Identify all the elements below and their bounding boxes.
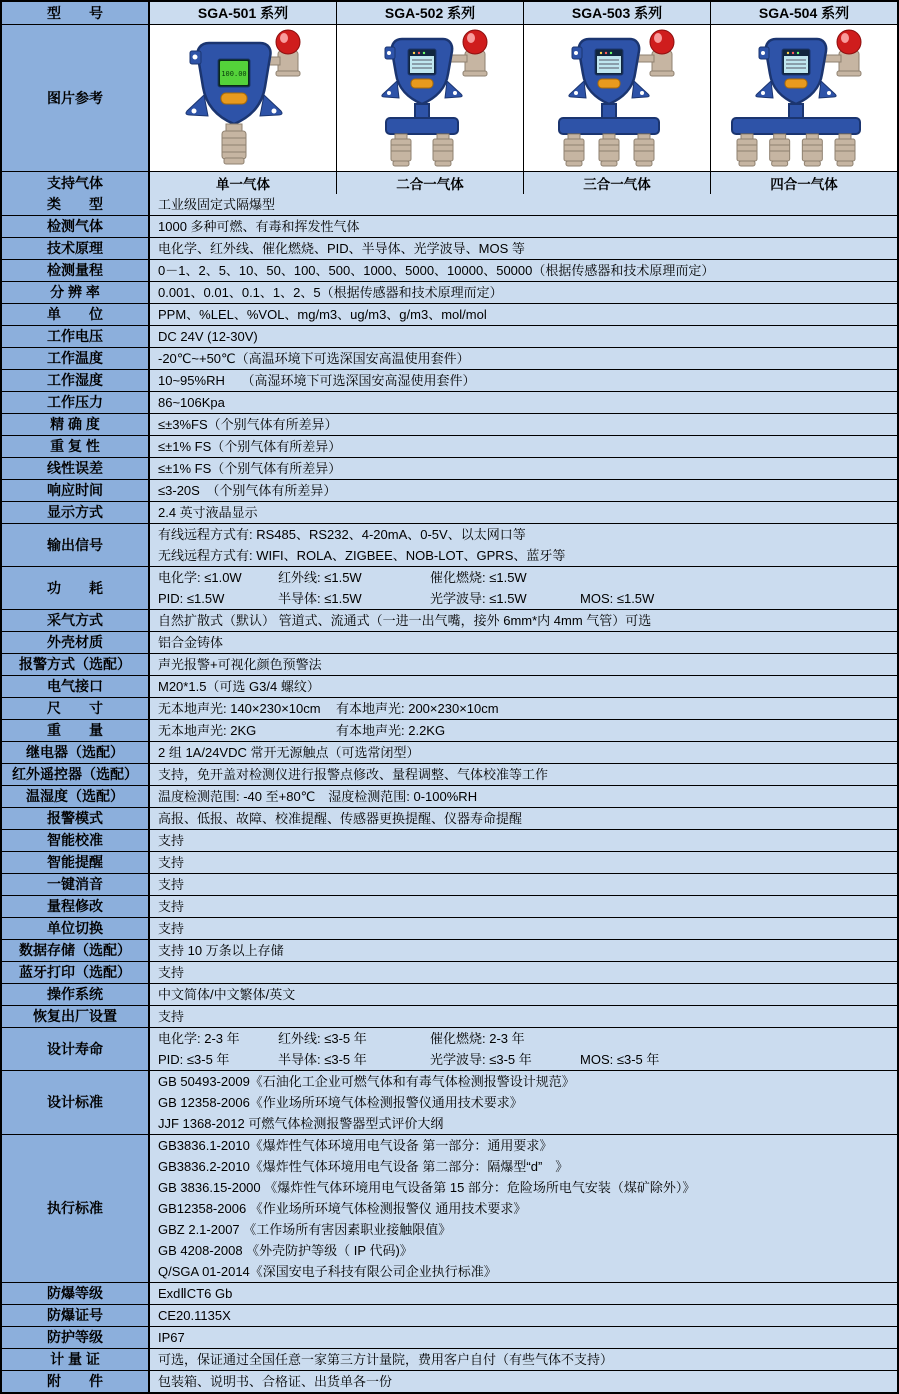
row-value-line: 支持 xyxy=(158,921,185,936)
row-value xyxy=(150,1071,897,1134)
row-value-line: 支持 xyxy=(158,899,185,914)
row-label: 尺 寸 xyxy=(2,698,150,719)
row-value-line: GB 3836.15-2000 《爆炸性气体环境用电气设备第 15 部分：危险场所电气安装（煤矿除外）》 xyxy=(158,1180,696,1195)
row-label: 工作温度 xyxy=(2,348,150,369)
row-value xyxy=(150,742,897,763)
row-label: 智能校准 xyxy=(2,830,150,851)
row-label: 红外遥控器（选配） xyxy=(2,764,150,785)
gas-type-sga503: 三合一气体 xyxy=(524,172,711,194)
row-value-line: 1000 多种可燃、有毒和挥发性气体 xyxy=(158,219,360,234)
spec-row xyxy=(2,566,897,609)
spec-row xyxy=(2,653,897,675)
row-label: 防爆证号 xyxy=(2,1305,150,1326)
row-label: 功 耗 xyxy=(2,567,150,609)
row-value xyxy=(150,874,897,895)
row-value xyxy=(150,830,897,851)
detector-image-sga504 xyxy=(711,25,897,171)
row-value-line: JJF 1368-2012 可燃气体检测报警器型式评价大纲 xyxy=(158,1116,444,1131)
row-value xyxy=(150,1305,897,1326)
row-label: 输出信号 xyxy=(2,524,150,566)
image-reference-row xyxy=(2,24,897,171)
row-value-line: 工业级固定式隔爆型 xyxy=(158,197,276,212)
row-value xyxy=(150,348,897,369)
row-label: 响应时间 xyxy=(2,480,150,501)
row-value-line: ≤±1% FS（个别气体有所差异） xyxy=(158,461,342,476)
gas-detector-illustration xyxy=(339,27,521,169)
spec-row xyxy=(2,391,897,413)
row-value-line: IP67 xyxy=(158,1330,185,1345)
row-value xyxy=(150,896,897,917)
row-label: 计 量 证 xyxy=(2,1349,150,1370)
row-label: 量程修改 xyxy=(2,896,150,917)
row-value xyxy=(150,260,897,281)
spec-row xyxy=(2,1027,897,1070)
row-value-line: 支持，免开盖对检测仪进行报警点修改、量程调整、气体校准等工作 xyxy=(158,767,549,782)
spec-row xyxy=(2,1326,897,1348)
spec-row xyxy=(2,303,897,325)
row-label: 采气方式 xyxy=(2,610,150,631)
row-label: 执行标准 xyxy=(2,1135,150,1282)
spec-rows xyxy=(2,194,897,1392)
row-value-line: GB 50493-2009《石油化工企业可燃气体和有毒气体检测报警设计规范》 xyxy=(158,1074,575,1089)
row-label: 电气接口 xyxy=(2,676,150,697)
row-value xyxy=(150,1349,897,1370)
row-label: 继电器（选配） xyxy=(2,742,150,763)
gas-detector-illustration xyxy=(526,27,708,169)
model-name-sga501: SGA-501 系列 xyxy=(150,2,337,24)
row-value xyxy=(150,676,897,697)
row-label: 一键消音 xyxy=(2,874,150,895)
row-label: 线性误差 xyxy=(2,458,150,479)
row-label: 数据存储（选配） xyxy=(2,940,150,961)
spec-row xyxy=(2,194,897,215)
row-value-line: ExdⅡCT6 Gb xyxy=(158,1286,233,1301)
row-value-text: 电化学: ≤1.0W xyxy=(158,570,242,585)
model-header-label: 型 号 xyxy=(2,2,150,24)
spec-row xyxy=(2,1370,897,1392)
row-label: 防护等级 xyxy=(2,1327,150,1348)
spec-row xyxy=(2,851,897,873)
row-value-text: PID: ≤1.5W xyxy=(158,591,225,606)
spec-row xyxy=(2,961,897,983)
row-value-line: GB3836.2-2010《爆炸性气体环境用电气设备 第二部分：隔爆型“d” 》 xyxy=(158,1159,569,1174)
row-label: 操作系统 xyxy=(2,984,150,1005)
row-value-line: 0.001、0.01、0.1、1、2、5（根据传感器和技术原理而定） xyxy=(158,285,503,300)
row-value-line: 自然扩散式（默认） 管道式、流通式（一进一出气嘴，接外 6mm*内 4mm 气管）可选 xyxy=(158,613,652,628)
row-label: 单位切换 xyxy=(2,918,150,939)
row-value xyxy=(150,370,897,391)
row-value-line: 铝合金铸体 xyxy=(158,635,224,650)
row-label: 类 型 xyxy=(2,194,150,215)
row-value-text: 无本地声光: 140×230×10cm xyxy=(158,701,321,716)
row-value-text: 有本地声光: 200×230×10cm xyxy=(336,701,499,716)
row-value xyxy=(150,282,897,303)
gas-detector-illustration xyxy=(713,27,895,169)
gas-detector-illustration xyxy=(152,27,334,169)
row-value xyxy=(150,1135,897,1282)
row-value-line: 支持 xyxy=(158,1009,185,1024)
row-value xyxy=(150,1283,897,1304)
row-value-line: 中文简体/中文繁体/英文 xyxy=(158,987,296,1002)
row-value-line: PPM、%LEL、%VOL、mg/m3、ug/m3、g/m3、mol/mol xyxy=(158,307,487,322)
spec-row xyxy=(2,763,897,785)
row-label: 精 确 度 xyxy=(2,414,150,435)
row-label: 智能提醒 xyxy=(2,852,150,873)
row-value-line: GB 12358-2006《作业场所环境气体检测报警仪通用技术要求》 xyxy=(158,1095,523,1110)
row-value xyxy=(150,216,897,237)
row-value xyxy=(150,567,897,609)
row-value-line: GB3836.1-2010《爆炸性气体环境用电气设备 第一部分：通用要求》 xyxy=(158,1138,553,1153)
row-value xyxy=(150,786,897,807)
row-label: 分 辨 率 xyxy=(2,282,150,303)
detector-image-sga501 xyxy=(150,25,337,171)
alarm-beacon-icon xyxy=(463,30,487,76)
spec-row xyxy=(2,829,897,851)
row-label: 报警方式（选配） xyxy=(2,654,150,675)
row-value-line: ≤±1% FS（个别气体有所差异） xyxy=(158,439,342,454)
spec-row xyxy=(2,1282,897,1304)
row-value xyxy=(150,1371,897,1392)
spec-row xyxy=(2,413,897,435)
row-label: 报警模式 xyxy=(2,808,150,829)
row-label: 技术原理 xyxy=(2,238,150,259)
spec-row xyxy=(2,873,897,895)
spec-row xyxy=(2,719,897,741)
spec-row xyxy=(2,939,897,961)
row-value-line: 高报、低报、故障、校准提醒、传感器更换提醒、仪器寿命提醒 xyxy=(158,811,523,826)
spec-row xyxy=(2,237,897,259)
spec-row xyxy=(2,983,897,1005)
row-value xyxy=(150,1006,897,1027)
spec-row xyxy=(2,325,897,347)
row-label: 检测量程 xyxy=(2,260,150,281)
row-value-text: 光学波导: ≤1.5W xyxy=(430,591,527,606)
row-label: 防爆等级 xyxy=(2,1283,150,1304)
row-value xyxy=(150,524,897,566)
row-value xyxy=(150,458,897,479)
spec-row xyxy=(2,785,897,807)
alarm-beacon-icon xyxy=(276,30,300,76)
row-value xyxy=(150,1327,897,1348)
row-value-line: GBZ 2.1-2007 《工作场所有害因素职业接触限值》 xyxy=(158,1222,452,1237)
row-value-line: 温度检测范围: -40 至+80℃ 湿度检测范围: 0-100%RH xyxy=(158,789,478,804)
spec-row xyxy=(2,215,897,237)
row-value xyxy=(150,392,897,413)
spec-row xyxy=(2,1134,897,1282)
spec-row xyxy=(2,457,897,479)
row-label: 设计标准 xyxy=(2,1071,150,1134)
spec-row xyxy=(2,697,897,719)
row-value-line: 支持 xyxy=(158,833,185,848)
row-label: 蓝牙打印（选配） xyxy=(2,962,150,983)
row-value-text: 半导体: ≤3-5 年 xyxy=(278,1052,367,1067)
model-name-sga504: SGA-504 系列 xyxy=(711,2,897,24)
alarm-beacon-icon xyxy=(650,30,674,76)
row-label: 重 复 性 xyxy=(2,436,150,457)
model-header-row xyxy=(2,2,897,24)
row-label: 显示方式 xyxy=(2,502,150,523)
row-value-line xyxy=(150,1028,897,1049)
row-value-text: 催化燃烧: 2-3 年 xyxy=(430,1031,525,1046)
gas-type-sga504: 四合一气体 xyxy=(711,172,897,194)
row-value-line: 10~95%RH （高湿环境下可选深国安高湿使用套件） xyxy=(158,373,476,388)
row-value-text xyxy=(580,567,889,588)
row-value xyxy=(150,194,897,215)
row-value-text: 光学波导: ≤3-5 年 xyxy=(430,1052,532,1067)
spec-row xyxy=(2,501,897,523)
spec-row xyxy=(2,281,897,303)
row-value-line: 支持 xyxy=(158,877,185,892)
supported-gas-row xyxy=(2,171,897,194)
row-value-line: CE20.1135X xyxy=(158,1308,231,1323)
row-value-line: M20*1.5（可选 G3/4 螺纹） xyxy=(158,679,320,694)
row-value-text: 电化学: 2-3 年 xyxy=(158,1031,240,1046)
row-label: 温湿度（选配） xyxy=(2,786,150,807)
row-value-line: 声光报警+可视化颜色预警法 xyxy=(158,657,322,672)
row-value-text: PID: ≤3-5 年 xyxy=(158,1052,230,1067)
svg-text:100.00: 100.00 xyxy=(221,70,247,78)
row-value-line xyxy=(150,1049,897,1070)
row-label: 工作湿度 xyxy=(2,370,150,391)
row-value-text: MOS: ≤1.5W xyxy=(580,591,655,606)
row-value xyxy=(150,984,897,1005)
model-name-sga502: SGA-502 系列 xyxy=(337,2,524,24)
row-label: 工作压力 xyxy=(2,392,150,413)
spec-row xyxy=(2,895,897,917)
row-value xyxy=(150,1028,897,1070)
spec-row xyxy=(2,1348,897,1370)
row-value xyxy=(150,632,897,653)
spec-row xyxy=(2,435,897,457)
spec-row xyxy=(2,369,897,391)
row-label: 外壳材质 xyxy=(2,632,150,653)
row-value xyxy=(150,918,897,939)
row-value-line: DC 24V (12-30V) xyxy=(158,329,258,344)
row-value-line xyxy=(150,720,897,741)
row-value xyxy=(150,808,897,829)
spec-row xyxy=(2,807,897,829)
spec-row xyxy=(2,609,897,631)
row-value xyxy=(150,764,897,785)
row-value-text: 红外线: ≤3-5 年 xyxy=(278,1031,367,1046)
row-label: 工作电压 xyxy=(2,326,150,347)
spec-row xyxy=(2,479,897,501)
row-label: 检测气体 xyxy=(2,216,150,237)
row-value-line: 86~106Kpa xyxy=(158,395,225,410)
row-value-line: 电化学、红外线、催化燃烧、PID、半导体、光学波导、MOS 等 xyxy=(158,241,525,256)
row-value xyxy=(150,940,897,961)
row-value-text: 催化燃烧: ≤1.5W xyxy=(430,570,527,585)
detector-image-sga502 xyxy=(337,25,524,171)
row-value-line xyxy=(150,588,897,609)
row-value xyxy=(150,962,897,983)
row-value-line: 2.4 英寸液晶显示 xyxy=(158,505,258,520)
row-value xyxy=(150,654,897,675)
row-label: 附 件 xyxy=(2,1371,150,1392)
row-value-text: 无本地声光: 2KG xyxy=(158,723,257,738)
row-value-line: 支持 xyxy=(158,855,185,870)
row-value-line: ≤3-20S （个别气体有所差异） xyxy=(158,483,337,498)
row-label: 设计寿命 xyxy=(2,1028,150,1070)
row-value-line: 2 组 1A/24VDC 常开无源触点（可选常闭型） xyxy=(158,745,420,760)
gas-type-sga502: 二合一气体 xyxy=(337,172,524,194)
row-value-line: 无线远程方式有: WIFI、ROLA、ZIGBEE、NOB-LOT、GPRS、蓝牙等 xyxy=(158,548,566,563)
row-value-line: 0－1、2、5、10、50、100、500、1000、5000、10000、50000（根据传感器和技术原理而定） xyxy=(158,263,715,278)
row-value-text xyxy=(580,1028,889,1049)
spec-row xyxy=(2,347,897,369)
row-label: 单 位 xyxy=(2,304,150,325)
row-value xyxy=(150,436,897,457)
row-value xyxy=(150,480,897,501)
gas-type-sga501: 单一气体 xyxy=(150,172,337,194)
spec-row xyxy=(2,917,897,939)
row-value-text: 有本地声光: 2.2KG xyxy=(336,723,446,738)
alarm-beacon-icon xyxy=(837,30,861,76)
gas-row-label: 支持气体 xyxy=(2,172,150,194)
row-value xyxy=(150,610,897,631)
spec-row xyxy=(2,523,897,566)
spec-row xyxy=(2,1005,897,1027)
row-value xyxy=(150,698,897,719)
row-value xyxy=(150,304,897,325)
row-value-text: MOS: ≤3-5 年 xyxy=(580,1052,660,1067)
row-value-line: -20℃~+50℃（高温环境下可选深国安高温使用套件） xyxy=(158,351,470,366)
spec-row xyxy=(2,675,897,697)
row-value-line: GB12358-2006 《作业场所环境气体检测报警仪 通用技术要求》 xyxy=(158,1201,527,1216)
row-value-line: 支持 10 万条以上存储 xyxy=(158,943,284,958)
row-value-line: Q/SGA 01-2014《深国安电子科技有限公司企业执行标准》 xyxy=(158,1264,497,1279)
row-value-line xyxy=(150,567,897,588)
row-value-line: 有线远程方式有: RS485、RS232、4-20mA、0-5V、以太网口等 xyxy=(158,527,526,542)
spec-row xyxy=(2,1070,897,1134)
spec-row xyxy=(2,741,897,763)
row-value-line: ≤±3%FS（个别气体有所差异） xyxy=(158,417,338,432)
row-value-line: 包装箱、说明书、合格证、出货单各一份 xyxy=(158,1374,393,1389)
row-value-line: 支持 xyxy=(158,965,185,980)
row-value xyxy=(150,414,897,435)
spec-row xyxy=(2,259,897,281)
detector-image-sga503 xyxy=(524,25,711,171)
row-value-line: 可选，保证通过全国任意一家第三方计量院，费用客户自付（有些气体不支持） xyxy=(158,1352,614,1367)
row-value xyxy=(150,238,897,259)
spec-row xyxy=(2,1304,897,1326)
row-value xyxy=(150,502,897,523)
row-value-line xyxy=(150,698,897,719)
row-label: 重 量 xyxy=(2,720,150,741)
row-value-text: 红外线: ≤1.5W xyxy=(278,570,362,585)
image-row-label: 图片参考 xyxy=(2,25,150,171)
row-value xyxy=(150,852,897,873)
row-label: 恢复出厂设置 xyxy=(2,1006,150,1027)
model-name-sga503: SGA-503 系列 xyxy=(524,2,711,24)
spec-row xyxy=(2,631,897,653)
row-value xyxy=(150,326,897,347)
row-value xyxy=(150,720,897,741)
row-value-line: GB 4208-2008 《外壳防护等级（ IP 代码)》 xyxy=(158,1243,413,1258)
row-value-text: 半导体: ≤1.5W xyxy=(278,591,362,606)
